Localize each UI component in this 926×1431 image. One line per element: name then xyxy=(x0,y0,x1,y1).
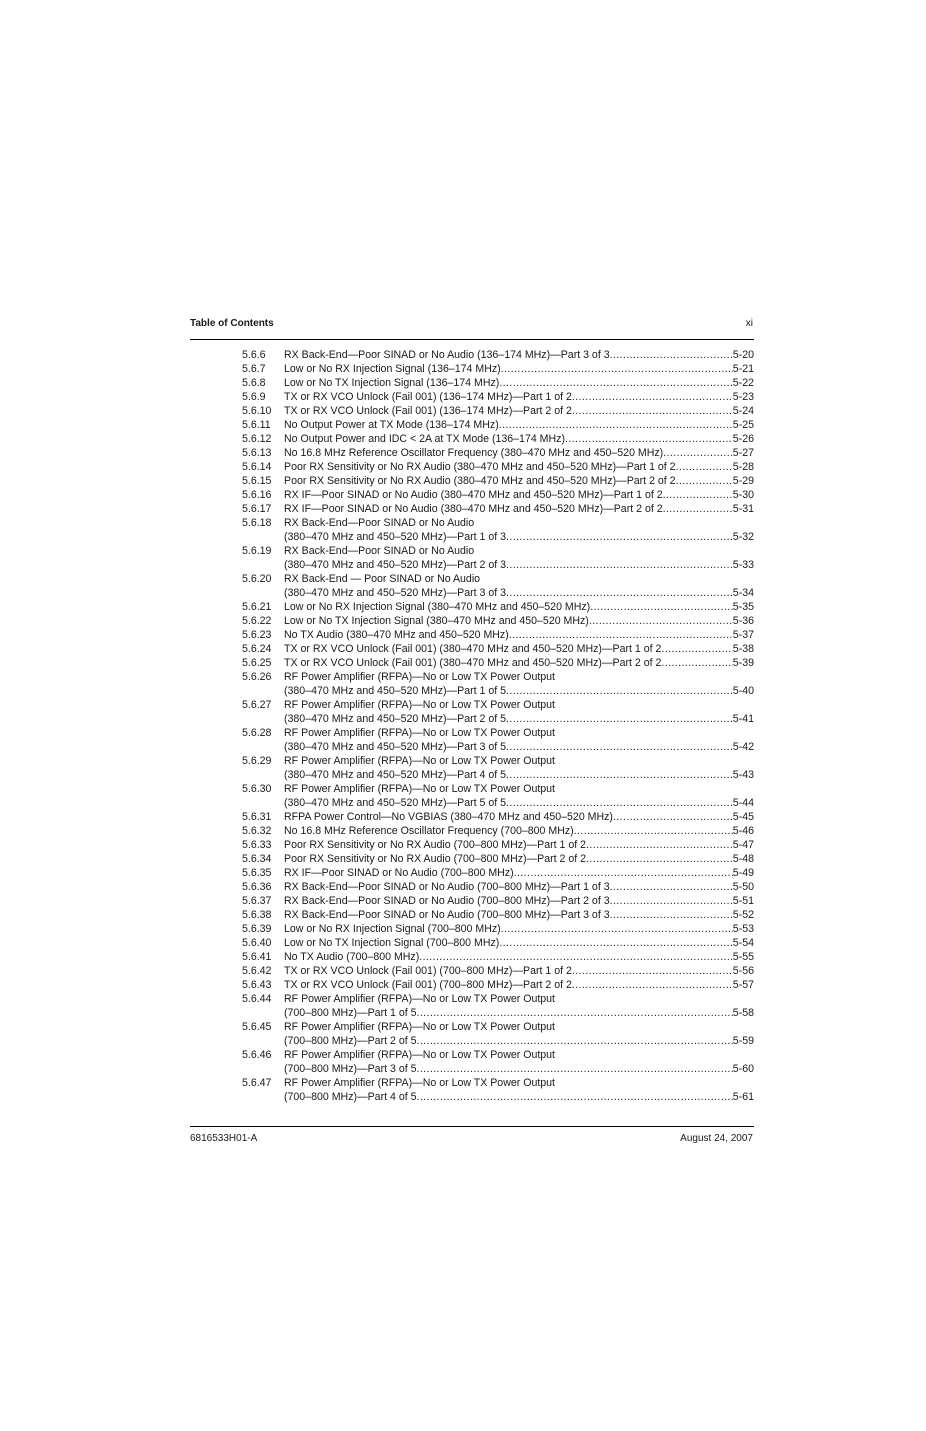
toc-entry-number: 5.6.39 xyxy=(242,923,272,935)
toc-dot-leader xyxy=(501,922,733,936)
toc-entry-line xyxy=(242,1020,754,1034)
footer-date: August 24, 2007 xyxy=(680,1133,753,1144)
toc-entry-page[interactable]: 5-44 xyxy=(732,797,754,809)
header-title: Table of Contents xyxy=(190,318,274,329)
toc-entry-line xyxy=(242,362,754,376)
toc-entry-page[interactable]: 5-35 xyxy=(732,601,754,613)
toc-entry-line xyxy=(242,348,754,362)
toc-entry-line xyxy=(242,852,754,866)
toc-entry-number: 5.6.30 xyxy=(242,783,272,795)
toc-entry-number: 5.6.16 xyxy=(242,489,272,501)
toc-entry[interactable] xyxy=(242,908,754,922)
toc-entry-title: No Output Power at TX Mode (136–174 MHz) xyxy=(284,419,499,431)
toc-entry-page[interactable]: 5-56 xyxy=(732,965,754,977)
toc-entry-title: (380–470 MHz and 450–520 MHz)—Part 4 of 5 xyxy=(284,769,507,781)
toc-dot-leader xyxy=(610,894,733,908)
toc-entry-title: RF Power Amplifier (RFPA)—No or Low TX Power Output xyxy=(284,783,556,795)
toc-entry-title: Low or No TX Injection Signal (136–174 MHz) xyxy=(284,377,500,389)
toc-entry-line xyxy=(242,418,754,432)
toc-entry-page[interactable]: 5-37 xyxy=(732,629,754,641)
toc-entry[interactable] xyxy=(242,1076,754,1104)
toc-entry[interactable] xyxy=(242,964,754,978)
toc-entry-line xyxy=(242,642,754,656)
toc-entry-title: Low or No TX Injection Signal (700–800 MHz) xyxy=(284,937,500,949)
toc-entry-title: TX or RX VCO Unlock (Fail 001) (700–800 MHz)—Part 1 of 2 xyxy=(284,965,572,977)
toc-dot-leader xyxy=(416,1090,732,1104)
toc-dot-leader xyxy=(572,964,733,978)
toc-dot-leader xyxy=(506,586,733,600)
toc-entry-number: 5.6.38 xyxy=(242,909,272,921)
toc-dot-leader xyxy=(506,530,733,544)
toc-entry[interactable] xyxy=(242,614,754,628)
toc-entry-number: 5.6.27 xyxy=(242,699,272,711)
toc-entry-number: 5.6.29 xyxy=(242,755,272,767)
toc-entry-number: 5.6.21 xyxy=(242,601,272,613)
toc-entry-page[interactable]: 5-24 xyxy=(732,405,754,417)
toc-entry[interactable] xyxy=(242,726,754,754)
toc-entry[interactable] xyxy=(242,866,754,880)
toc-entry-line xyxy=(242,796,754,810)
toc-entry-title: No 16.8 MHz Reference Oscillator Frequency (380–470 MHz and 450–520 MHz) xyxy=(284,447,664,459)
toc-entry[interactable] xyxy=(242,992,754,1020)
toc-dot-leader xyxy=(506,740,733,754)
toc-entry-page[interactable]: 5-49 xyxy=(732,867,754,879)
toc-entry-title: (380–470 MHz and 450–520 MHz)—Part 1 of 3 xyxy=(284,531,507,543)
toc-entry[interactable] xyxy=(242,838,754,852)
toc-entry[interactable] xyxy=(242,628,754,642)
toc-entry-title: RX Back-End—Poor SINAD or No Audio xyxy=(284,517,475,529)
toc-entry-number: 5.6.25 xyxy=(242,657,272,669)
toc-entry-line xyxy=(242,894,754,908)
toc-entry-line xyxy=(242,614,754,628)
toc-entry[interactable] xyxy=(242,642,754,656)
toc-entry[interactable] xyxy=(242,824,754,838)
toc-entry-title: RX Back-End—Poor SINAD or No Audio (700–800 MHz)—Part 3 of 3 xyxy=(284,909,610,921)
toc-entry-number: 5.6.15 xyxy=(242,475,272,487)
toc-entry-title: (380–470 MHz and 450–520 MHz)—Part 3 of 3 xyxy=(284,587,507,599)
header-rule xyxy=(190,339,754,340)
toc-entry-page[interactable]: 5-50 xyxy=(732,881,754,893)
toc-dot-leader xyxy=(506,768,733,782)
toc-entry-line xyxy=(242,1006,754,1020)
toc-entry-number: 5.6.44 xyxy=(242,993,272,1005)
toc-dot-leader xyxy=(499,936,732,950)
toc-entry-page[interactable]: 5-53 xyxy=(732,923,754,935)
toc-dot-leader xyxy=(676,460,733,474)
toc-entry-number: 5.6.11 xyxy=(242,419,271,431)
toc-dot-leader xyxy=(506,712,733,726)
toc-entry-line xyxy=(242,950,754,964)
toc-dot-leader xyxy=(661,656,732,670)
toc-entry[interactable] xyxy=(242,460,754,474)
toc-entry-line xyxy=(242,1048,754,1062)
toc-entry-page[interactable]: 5-40 xyxy=(732,685,754,697)
toc-entry-line xyxy=(242,824,754,838)
toc-entry[interactable] xyxy=(242,698,754,726)
toc-entry-title: RX Back-End—Poor SINAD or No Audio (700–800 MHz)—Part 1 of 3 xyxy=(284,881,610,893)
toc-entry-number: 5.6.13 xyxy=(242,447,272,459)
toc-entry-line xyxy=(242,698,754,712)
toc-dot-leader xyxy=(663,502,733,516)
toc-entry-number: 5.6.46 xyxy=(242,1049,272,1061)
toc-entry-title: Low or No RX Injection Signal (700–800 MHz) xyxy=(284,923,501,935)
toc-entry-line xyxy=(242,1062,754,1076)
toc-entry-page[interactable]: 5-57 xyxy=(732,979,754,991)
toc-dot-leader xyxy=(574,824,733,838)
toc-entry-page[interactable]: 5-30 xyxy=(732,489,754,501)
toc-entry-title: RF Power Amplifier (RFPA)—No or Low TX Power Output xyxy=(284,727,556,739)
toc-entry-number: 5.6.20 xyxy=(242,573,272,585)
toc-dot-leader xyxy=(661,642,732,656)
toc-entry-page[interactable]: 5-59 xyxy=(732,1035,754,1047)
toc-dot-leader xyxy=(676,474,733,488)
toc-entry-title: Poor RX Sensitivity or No RX Audio (380–470 MHz and 450–520 MHz)—Part 2 of 2 xyxy=(284,475,676,487)
toc-entry-title: TX or RX VCO Unlock (Fail 001) (380–470 MHz and 450–520 MHz)—Part 1 of 2 xyxy=(284,643,662,655)
toc-entry-page[interactable]: 5-34 xyxy=(732,587,754,599)
toc-entry-line xyxy=(242,656,754,670)
toc-entry-line xyxy=(242,474,754,488)
toc-entry-page[interactable]: 5-61 xyxy=(732,1091,754,1103)
toc-entry-title: RX IF—Poor SINAD or No Audio (380–470 MHz and 450–520 MHz)—Part 1 of 2 xyxy=(284,489,663,501)
toc-entry-title: Poor RX Sensitivity or No RX Audio (700–800 MHz)—Part 2 of 2 xyxy=(284,853,587,865)
toc-entry-number: 5.6.43 xyxy=(242,979,272,991)
toc-entry-number: 5.6.19 xyxy=(242,545,272,557)
toc-entry[interactable] xyxy=(242,390,754,404)
toc-entry[interactable] xyxy=(242,1020,754,1048)
toc-entry-page[interactable]: 5-51 xyxy=(732,895,754,907)
toc-dot-leader xyxy=(613,810,733,824)
toc-dot-leader xyxy=(572,390,733,404)
toc-entry-page[interactable]: 5-28 xyxy=(732,461,754,473)
toc-dot-leader xyxy=(586,852,733,866)
toc-entry-line xyxy=(242,516,754,530)
toc-entry-number: 5.6.35 xyxy=(242,867,272,879)
toc-entry-title: RX Back-End—Poor SINAD or No Audio xyxy=(284,545,475,557)
toc-entry-title: RF Power Amplifier (RFPA)—No or Low TX Power Output xyxy=(284,699,556,711)
toc-entry-line xyxy=(242,740,754,754)
toc-entry-line xyxy=(242,446,754,460)
toc-entry-title: RX IF—Poor SINAD or No Audio (380–470 MHz and 450–520 MHz)—Part 2 of 2 xyxy=(284,503,663,515)
toc-entry-line xyxy=(242,460,754,474)
toc-entry[interactable] xyxy=(242,670,754,698)
toc-entry-line xyxy=(242,404,754,418)
toc-dot-leader xyxy=(663,488,733,502)
toc-entry-line xyxy=(242,810,754,824)
toc-entry[interactable] xyxy=(242,852,754,866)
toc-entry-page[interactable]: 5-43 xyxy=(732,769,754,781)
toc-entry-page[interactable]: 5-27 xyxy=(732,447,754,459)
toc-dot-leader xyxy=(663,446,733,460)
toc-entry-title: Poor RX Sensitivity or No RX Audio (380–470 MHz and 450–520 MHz)—Part 1 of 2 xyxy=(284,461,676,473)
toc-entry-number: 5.6.10 xyxy=(242,405,272,417)
toc-entry-line xyxy=(242,488,754,502)
toc-entry[interactable] xyxy=(242,362,754,376)
toc-entry-title: TX or RX VCO Unlock (Fail 001) (700–800 MHz)—Part 2 of 2 xyxy=(284,979,572,991)
toc-entry[interactable] xyxy=(242,404,754,418)
toc-entry-page[interactable]: 5-31 xyxy=(732,503,754,515)
toc-entry-line xyxy=(242,908,754,922)
toc-entry-title: No TX Audio (700–800 MHz) xyxy=(284,951,420,963)
toc-dot-leader xyxy=(514,866,733,880)
toc-dot-leader xyxy=(419,950,733,964)
toc-entry-title: No 16.8 MHz Reference Oscillator Frequency (700–800 MHz) xyxy=(284,825,574,837)
toc-entry-title: (700–800 MHz)—Part 1 of 5 xyxy=(284,1007,417,1019)
toc-entry-page[interactable]: 5-54 xyxy=(732,937,754,949)
toc-entry[interactable] xyxy=(242,880,754,894)
toc-entry-page[interactable]: 5-22 xyxy=(732,377,754,389)
toc-entry-title: (380–470 MHz and 450–520 MHz)—Part 2 of 3 xyxy=(284,559,507,571)
toc-entry[interactable] xyxy=(242,572,754,600)
toc-entry-line xyxy=(242,390,754,404)
toc-entry-title: RF Power Amplifier (RFPA)—No or Low TX Power Output xyxy=(284,993,556,1005)
toc-entry[interactable] xyxy=(242,782,754,810)
toc-dot-leader xyxy=(610,908,733,922)
page-header xyxy=(190,318,753,334)
toc-dot-leader xyxy=(501,362,733,376)
toc-entry-number: 5.6.8 xyxy=(242,377,266,389)
toc-entry-page[interactable]: 5-21 xyxy=(732,363,754,375)
toc-entry[interactable] xyxy=(242,502,754,516)
toc-entry-page[interactable]: 5-39 xyxy=(732,657,754,669)
toc-entry-page[interactable]: 5-33 xyxy=(732,559,754,571)
toc-entry-line xyxy=(242,782,754,796)
toc-entry[interactable] xyxy=(242,810,754,824)
toc-entry-title: (700–800 MHz)—Part 4 of 5 xyxy=(284,1091,417,1103)
toc-entry-number: 5.6.7 xyxy=(242,363,266,375)
toc-entry-line xyxy=(242,628,754,642)
footer-doc-id: 6816533H01-A xyxy=(190,1133,258,1144)
toc-entry[interactable] xyxy=(242,950,754,964)
toc-entry-title: TX or RX VCO Unlock (Fail 001) (380–470 MHz and 450–520 MHz)—Part 2 of 2 xyxy=(284,657,662,669)
toc-entry-number: 5.6.40 xyxy=(242,937,272,949)
toc-entry-number: 5.6.18 xyxy=(242,517,272,529)
toc-entry-line xyxy=(242,558,754,572)
toc-entry-line xyxy=(242,502,754,516)
toc-entry[interactable] xyxy=(242,922,754,936)
toc-dot-leader xyxy=(416,1034,732,1048)
toc-entry-number: 5.6.42 xyxy=(242,965,272,977)
toc-entry-page[interactable]: 5-41 xyxy=(732,713,754,725)
toc-entry-page[interactable]: 5-45 xyxy=(732,811,754,823)
toc-entry-line xyxy=(242,712,754,726)
toc-entry-number: 5.6.47 xyxy=(242,1077,272,1089)
toc-entry-title: Low or No RX Injection Signal (380–470 MHz and 450–520 MHz) xyxy=(284,601,591,613)
toc-dot-leader xyxy=(506,684,733,698)
toc-entry-number: 5.6.28 xyxy=(242,727,272,739)
toc-entry-page[interactable]: 5-29 xyxy=(732,475,754,487)
toc-entry[interactable] xyxy=(242,516,754,544)
page-footer xyxy=(190,1133,753,1147)
toc-entry-line xyxy=(242,1076,754,1090)
toc-dot-leader xyxy=(589,614,733,628)
toc-entry-line xyxy=(242,376,754,390)
toc-entry-number: 5.6.41 xyxy=(242,951,272,963)
toc-entry-title: RX Back-End — Poor SINAD or No Audio xyxy=(284,573,481,585)
toc-entry-page[interactable]: 5-26 xyxy=(732,433,754,445)
toc-entry-number: 5.6.22 xyxy=(242,615,272,627)
toc-entry-title: Low or No RX Injection Signal (136–174 MHz) xyxy=(284,363,501,375)
toc-entry-title: RX IF—Poor SINAD or No Audio (700–800 MHz) xyxy=(284,867,514,879)
toc-entry[interactable] xyxy=(242,418,754,432)
toc-entry-page[interactable]: 5-46 xyxy=(732,825,754,837)
footer-rule xyxy=(190,1126,754,1127)
toc-entry-title: RF Power Amplifier (RFPA)—No or Low TX Power Output xyxy=(284,1077,556,1089)
toc-entry-number: 5.6.12 xyxy=(242,433,272,445)
toc-entry-line xyxy=(242,684,754,698)
toc-dot-leader xyxy=(565,432,733,446)
toc-entry-page[interactable]: 5-52 xyxy=(732,909,754,921)
toc-entry-title: RF Power Amplifier (RFPA)—No or Low TX Power Output xyxy=(284,1021,556,1033)
toc-entry-line xyxy=(242,586,754,600)
toc-dot-leader xyxy=(590,600,733,614)
toc-dot-leader xyxy=(586,838,733,852)
toc-entry[interactable] xyxy=(242,348,754,362)
toc-entry-title: (380–470 MHz and 450–520 MHz)—Part 1 of 5 xyxy=(284,685,507,697)
toc-entry[interactable] xyxy=(242,1048,754,1076)
toc-dot-leader xyxy=(499,376,732,390)
toc-dot-leader xyxy=(610,348,733,362)
toc-entry-title: No TX Audio (380–470 MHz and 450–520 MHz) xyxy=(284,629,509,641)
toc-entry-number: 5.6.45 xyxy=(242,1021,272,1033)
toc-entry-number: 5.6.23 xyxy=(242,629,272,641)
toc-entry-line xyxy=(242,866,754,880)
toc-entry-number: 5.6.36 xyxy=(242,881,272,893)
toc-dot-leader xyxy=(572,404,733,418)
toc-dot-leader xyxy=(416,1006,732,1020)
toc-entry-line xyxy=(242,572,754,586)
toc-entry-title: (380–470 MHz and 450–520 MHz)—Part 2 of 5 xyxy=(284,713,507,725)
toc-entry[interactable] xyxy=(242,432,754,446)
toc-entry-title: RX Back-End—Poor SINAD or No Audio (700–800 MHz)—Part 2 of 3 xyxy=(284,895,610,907)
toc-entry-page[interactable]: 5-48 xyxy=(732,853,754,865)
toc-entry-title: RFPA Power Control—No VGBIAS (380–470 MHz and 450–520 MHz) xyxy=(284,811,613,823)
toc-entry-line xyxy=(242,600,754,614)
toc-entry-page[interactable]: 5-47 xyxy=(732,839,754,851)
toc-entry-line xyxy=(242,880,754,894)
toc-dot-leader xyxy=(610,880,733,894)
toc-dot-leader xyxy=(499,418,733,432)
toc-entry-page[interactable]: 5-55 xyxy=(732,951,754,963)
toc-entry-number: 5.6.9 xyxy=(242,391,266,403)
toc-entry[interactable] xyxy=(242,376,754,390)
toc-entry[interactable] xyxy=(242,656,754,670)
toc-entry-line xyxy=(242,992,754,1006)
toc-entry-title: TX or RX VCO Unlock (Fail 001) (136–174 MHz)—Part 1 of 2 xyxy=(284,391,572,403)
toc-entry-title: (700–800 MHz)—Part 2 of 5 xyxy=(284,1035,417,1047)
toc-entry-page[interactable]: 5-58 xyxy=(732,1007,754,1019)
toc-entry-number: 5.6.37 xyxy=(242,895,272,907)
toc-entry-page[interactable]: 5-36 xyxy=(732,615,754,627)
toc-entry-line xyxy=(242,530,754,544)
toc-entry-line xyxy=(242,978,754,992)
toc-entry-page[interactable]: 5-23 xyxy=(732,391,754,403)
toc-entry-page[interactable]: 5-32 xyxy=(732,531,754,543)
toc-dot-leader xyxy=(416,1062,732,1076)
toc-entry[interactable] xyxy=(242,936,754,950)
toc-entry-number: 5.6.33 xyxy=(242,839,272,851)
toc-entry-page[interactable]: 5-20 xyxy=(732,349,754,361)
toc-entry-title: RF Power Amplifier (RFPA)—No or Low TX Power Output xyxy=(284,671,556,683)
toc-entry-title: (380–470 MHz and 450–520 MHz)—Part 5 of 5 xyxy=(284,797,507,809)
toc-entry-title: Poor RX Sensitivity or No RX Audio (700–800 MHz)—Part 1 of 2 xyxy=(284,839,587,851)
toc-entry-number: 5.6.34 xyxy=(242,853,272,865)
toc-entry-line xyxy=(242,726,754,740)
toc-entry-page[interactable]: 5-42 xyxy=(732,741,754,753)
toc-entry-number: 5.6.6 xyxy=(242,349,266,361)
toc-dot-leader xyxy=(572,978,733,992)
toc-entry[interactable] xyxy=(242,488,754,502)
header-page-number: xi xyxy=(745,318,753,329)
toc-entry[interactable] xyxy=(242,544,754,572)
toc-entry[interactable] xyxy=(242,978,754,992)
toc-entry-line xyxy=(242,922,754,936)
toc-entry-title: (380–470 MHz and 450–520 MHz)—Part 3 of 5 xyxy=(284,741,507,753)
toc-entry-line xyxy=(242,964,754,978)
toc-entry-page[interactable]: 5-38 xyxy=(732,643,754,655)
toc-entry-line xyxy=(242,670,754,684)
toc-entry[interactable] xyxy=(242,894,754,908)
toc-entry-number: 5.6.26 xyxy=(242,671,272,683)
toc-entry-title: RF Power Amplifier (RFPA)—No or Low TX Power Output xyxy=(284,1049,556,1061)
toc-dot-leader xyxy=(509,628,733,642)
toc-entry-number: 5.6.17 xyxy=(242,503,272,515)
toc-entry-line xyxy=(242,838,754,852)
toc-entry-title: RX Back-End—Poor SINAD or No Audio (136–174 MHz)—Part 3 of 3 xyxy=(284,349,610,361)
toc-dot-leader xyxy=(506,796,733,810)
toc-entry-page[interactable]: 5-60 xyxy=(732,1063,754,1075)
toc-entry[interactable] xyxy=(242,474,754,488)
toc-entry-title: No Output Power and IDC < 2A at TX Mode (136–174 MHz) xyxy=(284,433,565,445)
toc-entry-page[interactable]: 5-25 xyxy=(732,419,754,431)
toc-entry-title: (700–800 MHz)—Part 3 of 5 xyxy=(284,1063,417,1075)
toc-entry-line xyxy=(242,1090,754,1104)
toc-entry-number: 5.6.32 xyxy=(242,825,272,837)
toc-entry-line xyxy=(242,1034,754,1048)
toc-list xyxy=(242,348,754,1104)
toc-entry-line xyxy=(242,432,754,446)
toc-entry[interactable] xyxy=(242,754,754,782)
toc-entry-line xyxy=(242,768,754,782)
toc-entry-line xyxy=(242,754,754,768)
toc-entry-number: 5.6.14 xyxy=(242,461,272,473)
toc-entry-line xyxy=(242,936,754,950)
toc-entry[interactable] xyxy=(242,600,754,614)
toc-entry-title: RF Power Amplifier (RFPA)—No or Low TX Power Output xyxy=(284,755,556,767)
toc-entry-line xyxy=(242,544,754,558)
toc-entry-title: Low or No TX Injection Signal (380–470 MHz and 450–520 MHz) xyxy=(284,615,589,627)
toc-dot-leader xyxy=(506,558,733,572)
toc-entry-title: TX or RX VCO Unlock (Fail 001) (136–174 MHz)—Part 2 of 2 xyxy=(284,405,572,417)
toc-entry[interactable] xyxy=(242,446,754,460)
toc-entry-number: 5.6.31 xyxy=(242,811,272,823)
toc-entry-number: 5.6.24 xyxy=(242,643,272,655)
